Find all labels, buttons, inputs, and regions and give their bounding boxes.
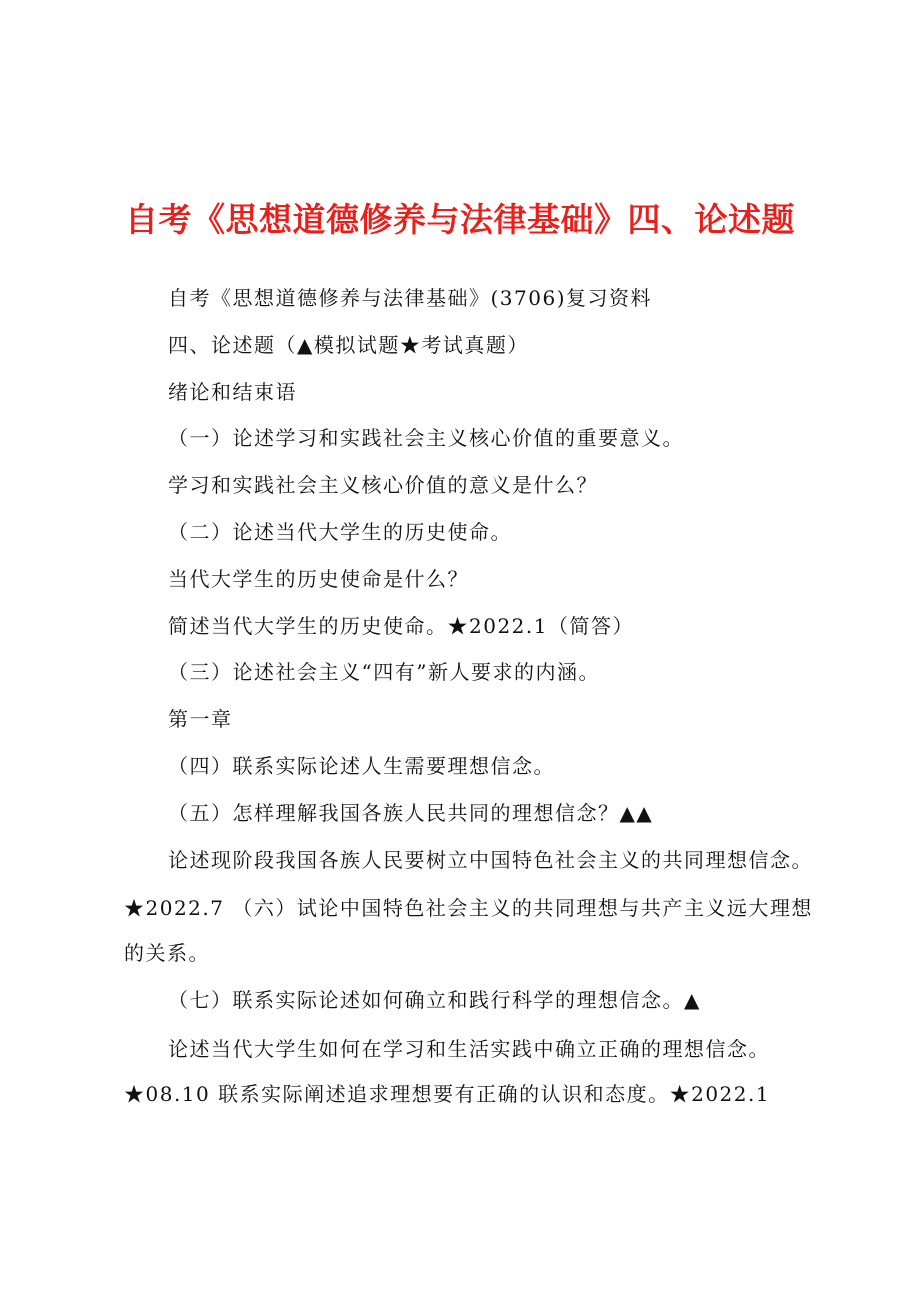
paragraph-chapter-1: 第一章 (168, 707, 233, 732)
paragraph-question-4: （四）联系实际论述人生需要理想信念。 (168, 753, 555, 778)
paragraph-question-1-variant: 学习和实践社会主义核心价值的意义是什么？ (168, 473, 598, 498)
paragraph-question-7-variant: 论述当代大学生如何在学习和生活实践中确立正确的理想信念。★08.10 联系实际阐述追求理想要有正确的认识和态度。★2022.1 (124, 1037, 771, 1107)
paragraph-question-2: （二）论述当代大学生的历史使命。 (168, 519, 512, 544)
paragraph-question-2-variant: 当代大学生的历史使命是什么？ (168, 566, 469, 591)
paragraph-question-5: （五）怎样理解我国各族人民共同的理想信念？▲▲ (168, 800, 654, 825)
paragraph-question-3: （三）论述社会主义“四有”新人要求的内涵。 (168, 660, 600, 685)
paragraph-question-5-variant: 论述现阶段我国各族人民要树立中国特色社会主义的共同理想信念。 (168, 847, 813, 872)
paragraph-question-6: ★2022.7 （六）试论中国特色社会主义的共同理想与共产主义远大理想的关系。 (124, 896, 813, 966)
paragraph-question-1: （一）论述学习和实践社会主义核心价值的重要意义。 (168, 426, 684, 451)
document-body (124, 278, 814, 1121)
paragraph-chapter-intro: 绪论和结束语 (168, 379, 297, 404)
paragraph-question-2-exam: 简述当代大学生的历史使命。★2022.1（简答） (168, 613, 634, 638)
paragraph-source: 自考《思想道德修养与法律基础》(3706)复习资料 (168, 286, 653, 310)
paragraph-section-heading: 四、论述题（▲模拟试题★考试真题） (168, 332, 529, 357)
document-title: 自考《思想道德修养与法律基础》四、论述题 (125, 200, 795, 239)
paragraph-question-7: （七）联系实际论述如何确立和践行科学的理想信念。▲ (168, 988, 701, 1013)
